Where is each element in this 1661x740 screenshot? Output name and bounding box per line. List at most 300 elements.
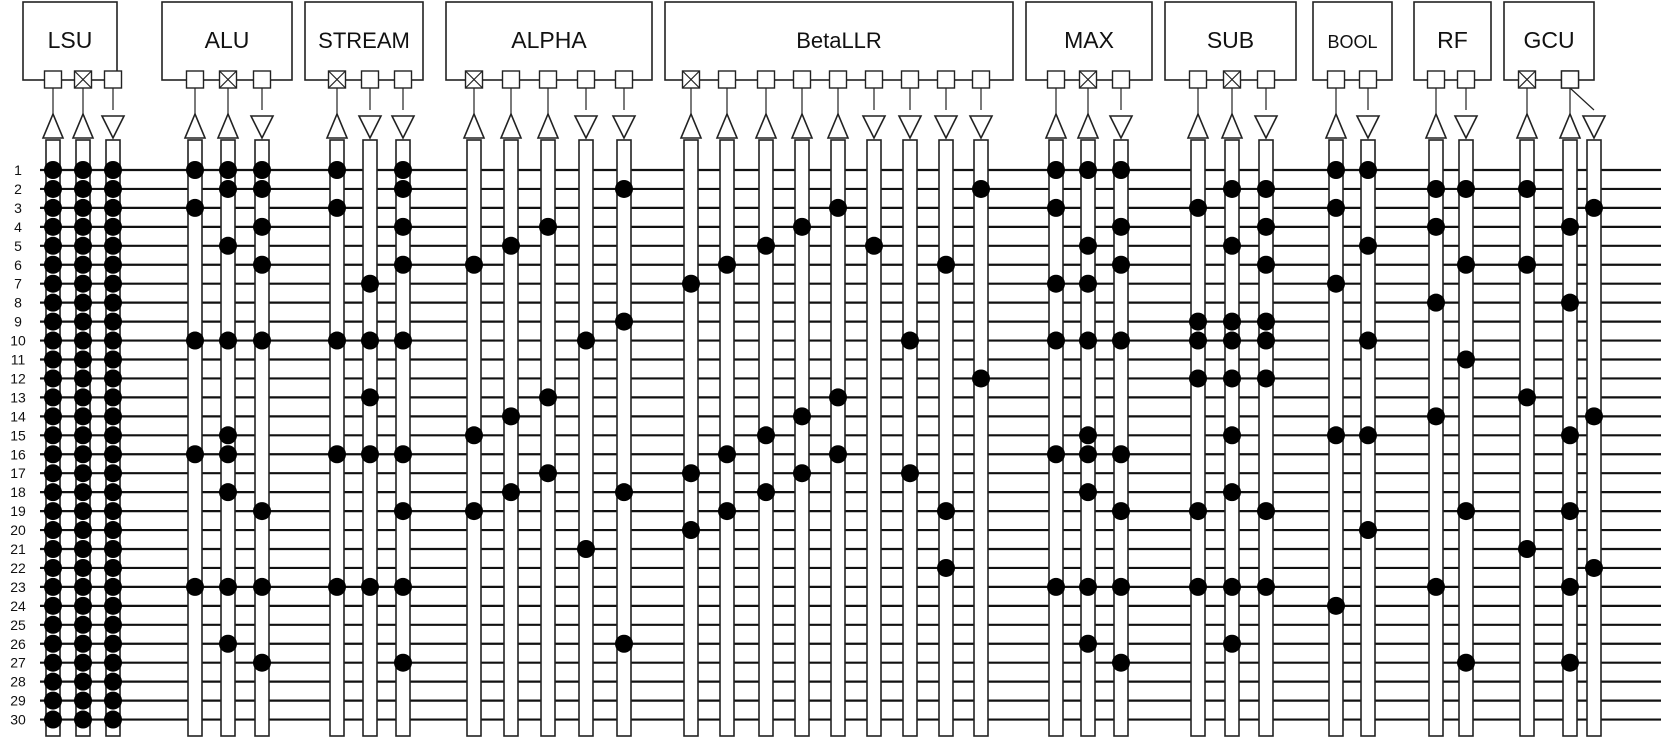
port	[973, 71, 990, 88]
arrow-up-icon	[1188, 114, 1208, 138]
connection-dot	[44, 180, 62, 198]
port	[45, 71, 62, 88]
connection-dot	[74, 218, 92, 236]
row-label: 4	[14, 218, 22, 235]
unit-label: STREAM	[318, 28, 410, 53]
connection-dot	[1257, 502, 1275, 520]
arrow-down-icon	[863, 116, 885, 138]
connection-dot	[361, 332, 379, 350]
connection-dot	[1561, 654, 1579, 672]
connection-dot	[44, 313, 62, 331]
unit-label: BOOL	[1327, 32, 1378, 52]
connection-dot	[44, 369, 62, 387]
connection-dot	[74, 540, 92, 558]
connection-dot	[74, 578, 92, 596]
connection-dot	[44, 294, 62, 312]
row-label: 6	[14, 256, 22, 273]
bus-column	[831, 140, 845, 736]
connection-dot	[1047, 161, 1065, 179]
connection-dot	[104, 616, 122, 634]
port	[187, 71, 204, 88]
arrow-up-icon	[1426, 114, 1446, 138]
connection-dot	[44, 351, 62, 369]
connection-dot	[253, 578, 271, 596]
unit-stream	[305, 2, 423, 736]
row-label: 1	[14, 162, 22, 178]
connection-dot	[615, 635, 633, 653]
port	[1428, 71, 1445, 88]
connection-dot	[74, 313, 92, 331]
unit-label: SUB	[1206, 27, 1255, 53]
connection-dot	[253, 218, 271, 236]
connection-dot	[44, 483, 62, 501]
connection-dot	[74, 294, 92, 312]
connection-dot	[394, 218, 412, 236]
connection-dot	[1079, 161, 1097, 179]
port	[1048, 71, 1065, 88]
connection-dot	[615, 180, 633, 198]
arrow-up-icon	[185, 114, 205, 138]
unit-betallr	[665, 2, 1013, 736]
connection-dot	[1359, 521, 1377, 539]
connection-dot	[394, 502, 412, 520]
connection-dot	[1112, 161, 1130, 179]
bus-column	[867, 140, 881, 736]
connection-dot	[219, 180, 237, 198]
connection-dot	[44, 673, 62, 691]
connection-dot	[104, 351, 122, 369]
unit-label: RF	[1437, 27, 1468, 53]
connection-dot	[465, 256, 483, 274]
connection-dot	[1079, 332, 1097, 350]
connection-dot	[1112, 445, 1130, 463]
connection-dot	[1427, 180, 1445, 198]
connection-dot	[1223, 635, 1241, 653]
connection-dot	[104, 597, 122, 615]
connection-dot	[104, 180, 122, 198]
connection-dot	[44, 388, 62, 406]
row-label: 15	[10, 427, 26, 444]
connection-dot	[104, 578, 122, 596]
connection-dot	[1359, 426, 1377, 444]
connection-dot	[104, 673, 122, 691]
connection-dot	[1223, 180, 1241, 198]
connection-dot	[1112, 654, 1130, 672]
connection-dot	[682, 521, 700, 539]
connection-dot	[1327, 426, 1345, 444]
connection-dot	[328, 445, 346, 463]
connection-dot	[465, 426, 483, 444]
connection-dot	[186, 578, 204, 596]
connection-dot	[104, 256, 122, 274]
connection-dot	[1585, 199, 1603, 217]
unit-max	[1026, 2, 1152, 736]
arrow-down-icon	[251, 116, 273, 138]
connection-dot	[718, 502, 736, 520]
connection-dot	[186, 332, 204, 350]
connection-dot	[1561, 294, 1579, 312]
connection-dot	[1223, 237, 1241, 255]
connection-dot	[1457, 502, 1475, 520]
connection-dot	[502, 407, 520, 425]
connection-dot	[104, 654, 122, 672]
row-label: 14	[10, 408, 26, 425]
connection-dot	[74, 369, 92, 387]
connection-dot	[1223, 483, 1241, 501]
connection-dot	[1079, 237, 1097, 255]
connection-dot	[972, 369, 990, 387]
connection-dot	[74, 426, 92, 444]
port	[1562, 71, 1579, 88]
connection-dot	[44, 407, 62, 425]
connection-dot	[1047, 578, 1065, 596]
connection-dot	[44, 654, 62, 672]
row-label: 7	[14, 275, 22, 292]
connection-dot	[253, 180, 271, 198]
connection-dot	[74, 559, 92, 577]
port	[503, 71, 520, 88]
connection-dot	[937, 256, 955, 274]
row-label: 29	[10, 692, 26, 709]
arrow-down-icon	[575, 116, 597, 138]
connection-dot	[104, 502, 122, 520]
row-label: 5	[14, 237, 22, 254]
port	[105, 71, 122, 88]
connection-dot	[104, 332, 122, 350]
connection-dot	[104, 313, 122, 331]
connection-dot	[718, 445, 736, 463]
bus-lines	[40, 170, 1661, 720]
connection-dot	[104, 559, 122, 577]
connection-dot	[937, 502, 955, 520]
connection-dot	[1457, 180, 1475, 198]
connection-dot	[44, 426, 62, 444]
connection-dot	[1359, 332, 1377, 350]
connection-dot	[757, 483, 775, 501]
arrow-up-icon	[538, 114, 558, 138]
connection-dot	[328, 199, 346, 217]
connection-dot	[539, 218, 557, 236]
connection-dot	[394, 654, 412, 672]
connection-dot	[539, 464, 557, 482]
port	[794, 71, 811, 88]
connection-dot	[682, 464, 700, 482]
connection-dot	[44, 275, 62, 293]
connection-dot	[74, 388, 92, 406]
unit-bool	[1313, 2, 1392, 736]
port-wire	[1570, 88, 1594, 110]
connection-dot	[1189, 199, 1207, 217]
connection-dot	[253, 161, 271, 179]
port	[830, 71, 847, 88]
arrow-up-icon	[73, 114, 93, 138]
bus-column	[579, 140, 593, 736]
connection-dot	[394, 256, 412, 274]
row-label: 27	[10, 654, 26, 671]
arrow-down-icon	[613, 116, 635, 138]
connection-dot	[1223, 426, 1241, 444]
connection-dot	[1457, 654, 1475, 672]
port	[902, 71, 919, 88]
port	[758, 71, 775, 88]
connection-dot	[1327, 199, 1345, 217]
arrow-down-icon	[1110, 116, 1132, 138]
connection-dot	[1257, 332, 1275, 350]
connection-dot	[104, 199, 122, 217]
connection-dot	[829, 388, 847, 406]
row-label: 28	[10, 673, 26, 690]
connection-dot	[44, 559, 62, 577]
row-label: 10	[10, 332, 26, 349]
row-label: 30	[10, 711, 26, 728]
connection-dot	[1223, 313, 1241, 331]
connection-dot	[682, 275, 700, 293]
arrow-down-icon	[899, 116, 921, 138]
bus-column	[1520, 140, 1534, 736]
connection-dot	[44, 616, 62, 634]
connection-dot	[44, 332, 62, 350]
connection-dot	[1079, 275, 1097, 293]
connection-dot	[104, 635, 122, 653]
connection-dot	[1457, 256, 1475, 274]
port	[866, 71, 883, 88]
connection-dot	[253, 654, 271, 672]
row-label: 26	[10, 635, 26, 652]
connection-dot	[829, 445, 847, 463]
connection-dot	[1427, 407, 1445, 425]
bus-column	[974, 140, 988, 736]
bus-column	[330, 140, 344, 736]
connection-dot	[539, 388, 557, 406]
bus-column	[1459, 140, 1473, 736]
connection-dot	[1189, 578, 1207, 596]
port	[254, 71, 271, 88]
arrow-up-icon	[1517, 114, 1537, 138]
connection-dot	[1585, 407, 1603, 425]
connection-dot	[74, 237, 92, 255]
connection-dot	[219, 237, 237, 255]
connection-dot	[1327, 597, 1345, 615]
connection-dot	[74, 256, 92, 274]
unit-label: ALU	[204, 27, 250, 53]
connection-dot	[104, 369, 122, 387]
unit-label: BetaLLR	[796, 28, 882, 53]
connection-dot	[186, 199, 204, 217]
connection-dot	[829, 199, 847, 217]
unit-alpha	[446, 2, 652, 736]
connection-dot	[44, 692, 62, 710]
arrow-up-icon	[464, 114, 484, 138]
unit-rf	[1414, 2, 1491, 736]
connection-dot	[104, 445, 122, 463]
connection-dot	[901, 332, 919, 350]
unit-label: LSU	[47, 27, 93, 53]
connection-dot	[44, 502, 62, 520]
bus-column	[684, 140, 698, 736]
connection-dot	[1327, 275, 1345, 293]
arrow-up-icon	[218, 114, 238, 138]
connection-dot	[44, 635, 62, 653]
connection-dot	[1327, 161, 1345, 179]
row-label: 25	[10, 616, 26, 633]
row-label: 8	[14, 294, 22, 311]
arrow-down-icon	[359, 116, 381, 138]
connection-dot	[44, 578, 62, 596]
connection-dot	[104, 218, 122, 236]
bus-row-labels	[10, 162, 26, 728]
connection-dot	[793, 464, 811, 482]
bus-column	[1191, 140, 1205, 736]
connection-dot	[74, 407, 92, 425]
arrow-up-icon	[792, 114, 812, 138]
connection-dot	[104, 407, 122, 425]
connection-dot	[937, 559, 955, 577]
connection-dot	[186, 445, 204, 463]
connection-dot	[1257, 180, 1275, 198]
connection-dot	[1257, 218, 1275, 236]
connection-dot	[44, 161, 62, 179]
arrow-up-icon	[43, 114, 63, 138]
row-label: 13	[10, 389, 26, 406]
connection-dot	[219, 332, 237, 350]
connection-dot	[1359, 161, 1377, 179]
row-label: 16	[10, 446, 26, 463]
bus-column	[188, 140, 202, 736]
connection-dot	[104, 521, 122, 539]
connection-dot	[1079, 445, 1097, 463]
row-label: 3	[14, 199, 22, 216]
connection-dot	[104, 237, 122, 255]
connection-dot	[757, 237, 775, 255]
connection-dot	[219, 161, 237, 179]
row-label: 23	[10, 578, 26, 595]
connection-dot	[1585, 559, 1603, 577]
connection-dot	[1561, 218, 1579, 236]
connection-dot	[972, 180, 990, 198]
arrow-up-icon	[501, 114, 521, 138]
connection-dot	[74, 445, 92, 463]
connection-dot	[74, 711, 92, 729]
connection-dot	[74, 464, 92, 482]
row-label: 22	[10, 559, 26, 576]
connection-dot	[1047, 445, 1065, 463]
connection-dot	[502, 237, 520, 255]
connection-dot	[44, 521, 62, 539]
connection-dot	[44, 464, 62, 482]
connection-dot	[74, 654, 92, 672]
connection-dot	[104, 483, 122, 501]
connection-dot	[44, 218, 62, 236]
connection-dot	[793, 407, 811, 425]
arrow-down-icon	[935, 116, 957, 138]
port	[395, 71, 412, 88]
bus-column	[1587, 140, 1601, 736]
connection-dot	[394, 180, 412, 198]
connection-dot	[1189, 502, 1207, 520]
connection-dot	[74, 199, 92, 217]
row-label: 24	[10, 597, 26, 614]
connection-dot	[1518, 540, 1536, 558]
unit-gcu	[1504, 2, 1605, 736]
connection-dot	[394, 578, 412, 596]
connection-dot	[44, 199, 62, 217]
connection-dot	[1257, 578, 1275, 596]
bus-column	[720, 140, 734, 736]
port	[616, 71, 633, 88]
row-label: 11	[10, 351, 26, 368]
connection-dot	[757, 426, 775, 444]
connection-dot	[394, 332, 412, 350]
port	[1113, 71, 1130, 88]
bus-column	[363, 140, 377, 736]
connection-dot	[74, 502, 92, 520]
row-label: 18	[10, 484, 26, 501]
function-units	[23, 2, 1605, 736]
unit-alu	[162, 2, 292, 736]
connection-dot	[1359, 237, 1377, 255]
connection-dot	[219, 578, 237, 596]
connection-dot	[1518, 388, 1536, 406]
connection-dot	[219, 426, 237, 444]
port	[1328, 71, 1345, 88]
connection-dot	[44, 237, 62, 255]
arrow-up-icon	[681, 114, 701, 138]
port	[938, 71, 955, 88]
connection-dot	[74, 616, 92, 634]
connection-dot	[901, 464, 919, 482]
connection-dot	[44, 711, 62, 729]
arrow-up-icon	[1560, 114, 1580, 138]
connection-dot	[1457, 351, 1475, 369]
connection-dot	[44, 445, 62, 463]
connection-dot	[502, 483, 520, 501]
connection-dot	[74, 597, 92, 615]
bus-column	[939, 140, 953, 736]
connection-dot	[253, 332, 271, 350]
port	[578, 71, 595, 88]
row-label: 19	[10, 503, 26, 520]
unit-label: GCU	[1523, 27, 1575, 53]
row-label: 12	[10, 370, 26, 387]
port	[540, 71, 557, 88]
connection-dot	[74, 161, 92, 179]
connection-dot	[1223, 369, 1241, 387]
bus-column	[903, 140, 917, 736]
connection-dot	[1518, 180, 1536, 198]
connection-dot	[1189, 332, 1207, 350]
arrow-up-icon	[327, 114, 347, 138]
connection-dot	[1112, 256, 1130, 274]
connection-dot	[793, 218, 811, 236]
connection-dot	[219, 483, 237, 501]
connection-dot	[328, 161, 346, 179]
connection-dot	[1561, 426, 1579, 444]
arrow-up-icon	[1078, 114, 1098, 138]
arrow-up-icon	[756, 114, 776, 138]
connection-dot	[74, 483, 92, 501]
connection-dot	[219, 445, 237, 463]
bus-column	[1049, 140, 1063, 736]
connection-dot	[104, 711, 122, 729]
connection-dot	[361, 275, 379, 293]
connection-dot	[1257, 256, 1275, 274]
connection-dot	[74, 521, 92, 539]
connection-dot	[1561, 578, 1579, 596]
connection-dot	[865, 237, 883, 255]
connection-dot	[1079, 426, 1097, 444]
unit-lsu	[23, 2, 124, 736]
connection-dot	[104, 540, 122, 558]
